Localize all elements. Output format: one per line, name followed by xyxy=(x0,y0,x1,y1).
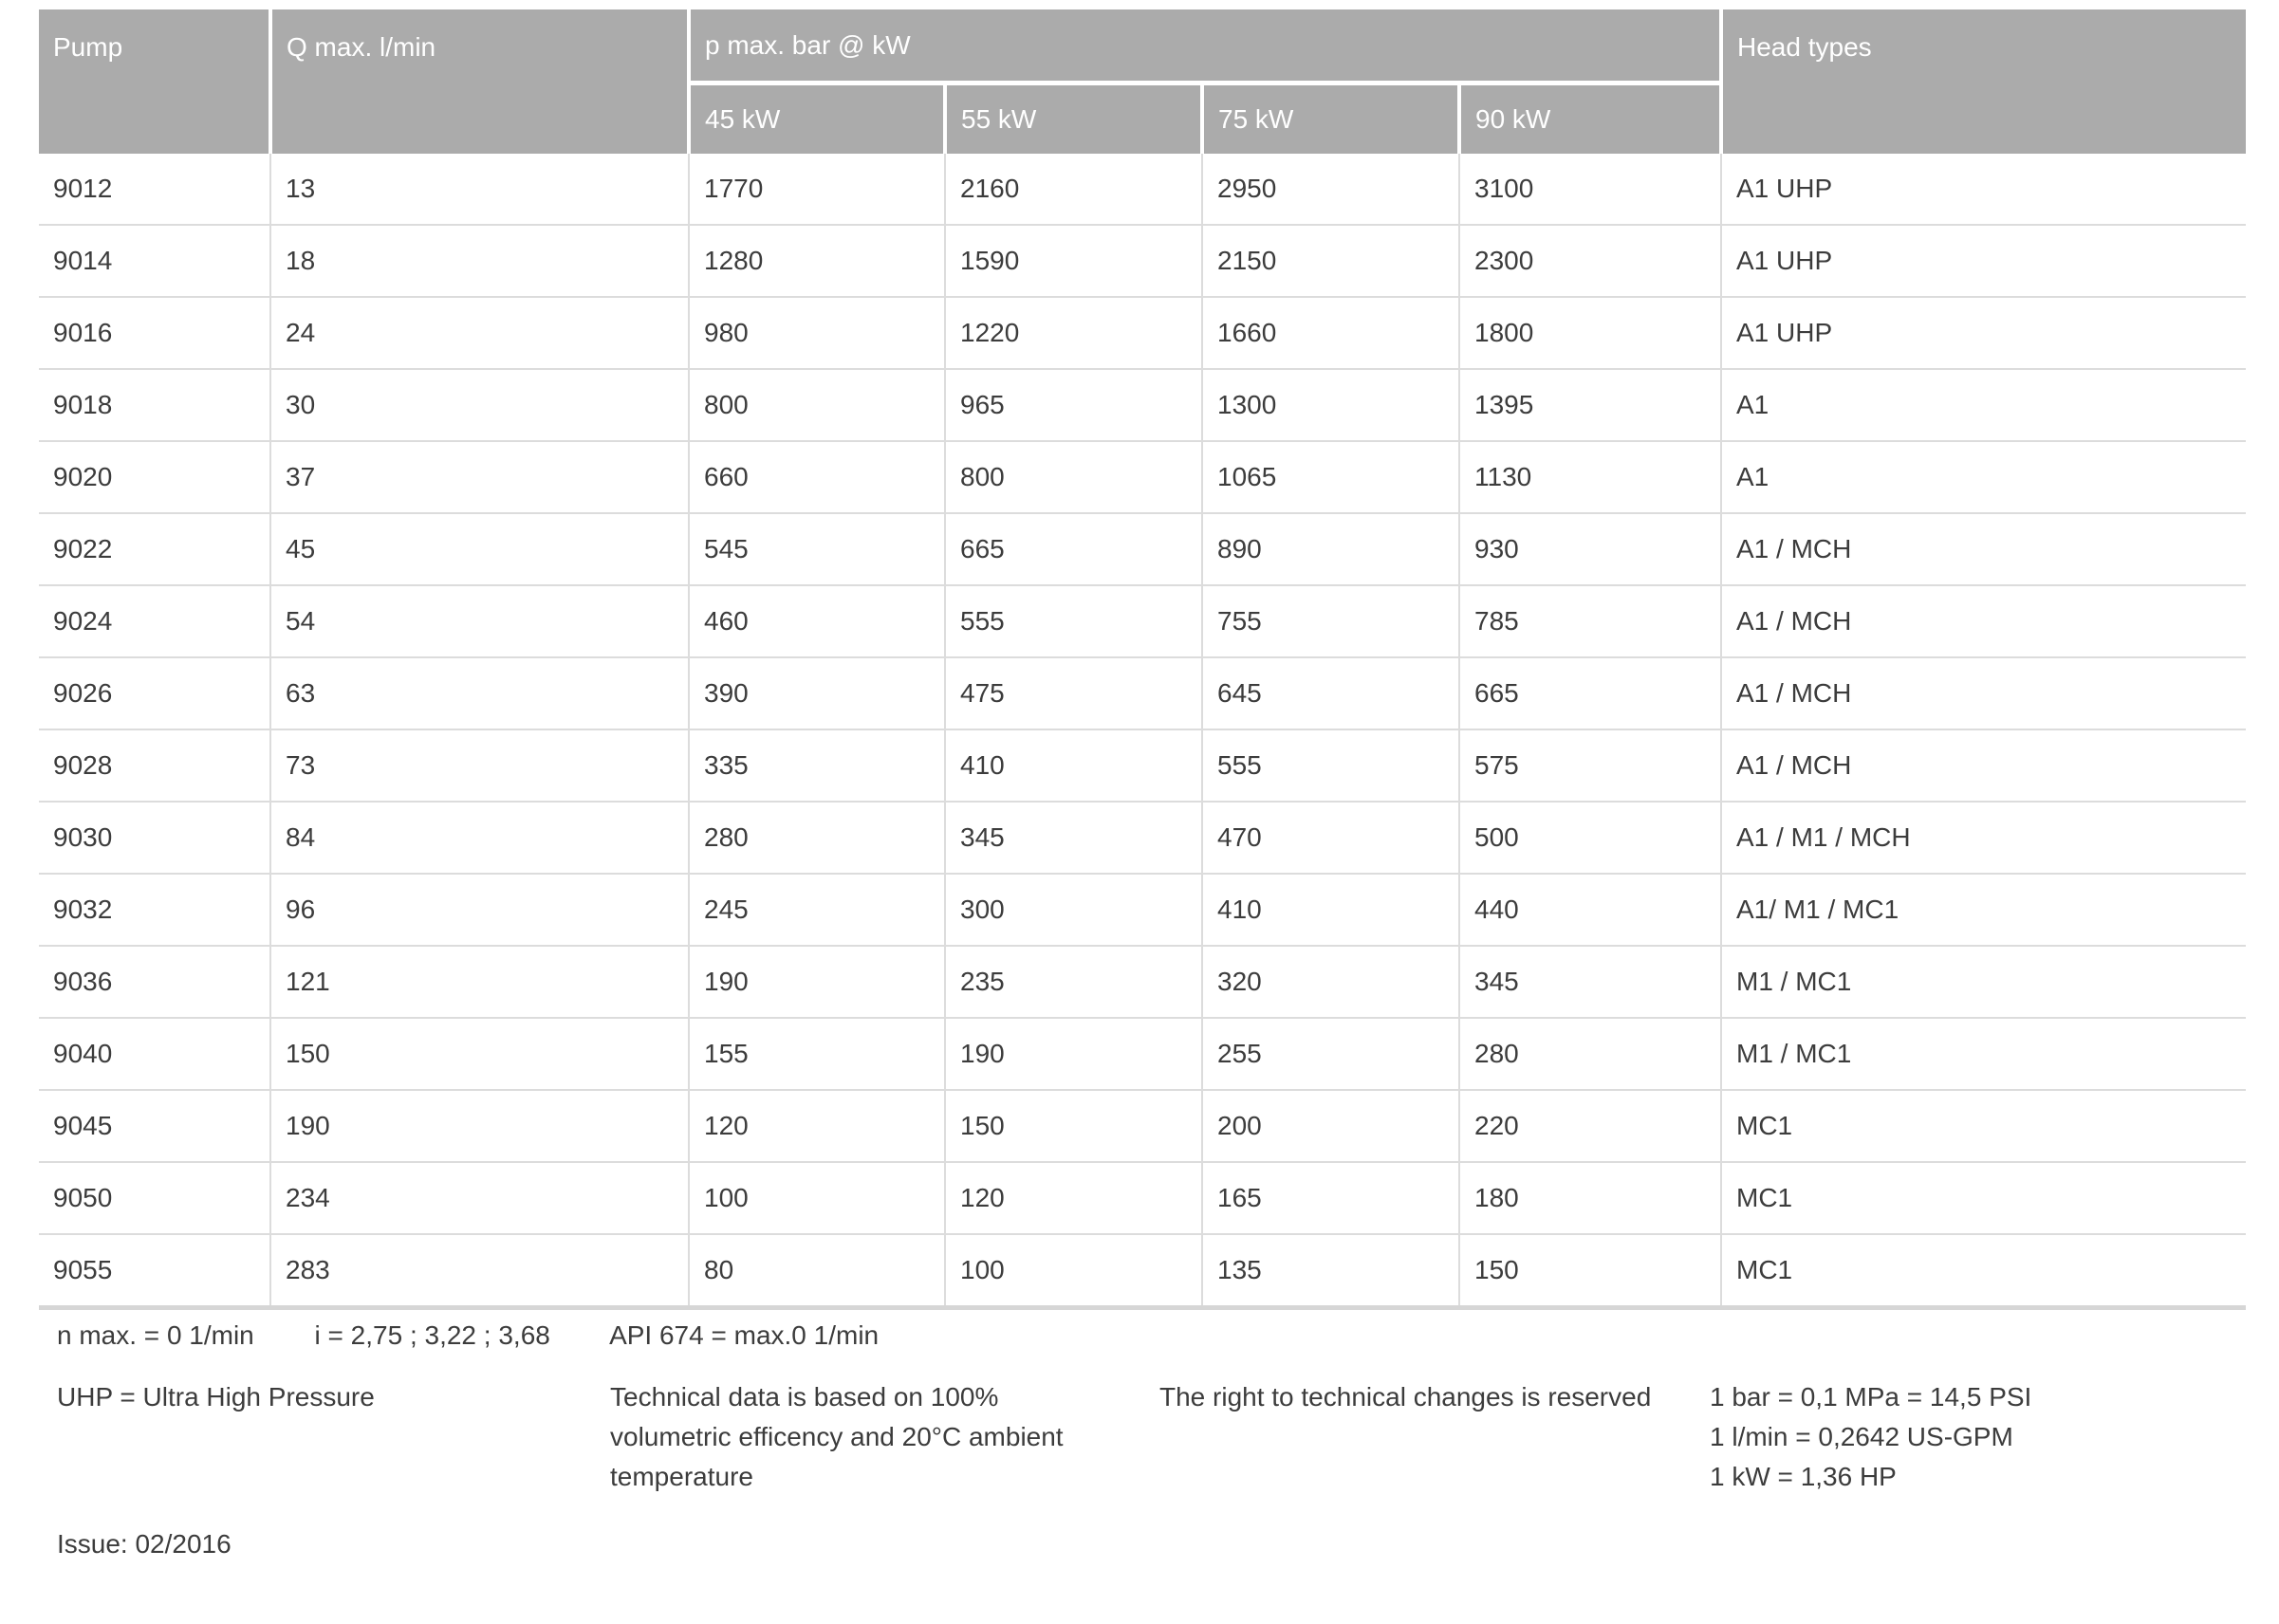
cell-head: A1 UHP xyxy=(1721,297,2246,369)
cell-q: 96 xyxy=(270,874,689,946)
cell-p90: 785 xyxy=(1459,585,1721,657)
technical-data-note-line: temperature xyxy=(610,1462,753,1491)
conversion-line-lmin: 1 l/min = 0,2642 US-GPM xyxy=(1710,1422,2013,1451)
cell-p45: 80 xyxy=(689,1234,945,1308)
table-row xyxy=(39,729,2246,802)
cell-q: 84 xyxy=(270,802,689,874)
rights-reserved-note: The right to technical changes is reserved xyxy=(1159,1382,1652,1412)
footnote-n-max: n max. = 0 1/min xyxy=(57,1320,254,1350)
cell-p55: 150 xyxy=(945,1090,1202,1162)
table-row xyxy=(39,585,2246,657)
cell-pump: 9030 xyxy=(39,802,270,874)
cell-p75: 2150 xyxy=(1202,225,1459,297)
cell-p45: 460 xyxy=(689,585,945,657)
cell-p75: 1065 xyxy=(1202,441,1459,513)
table-row xyxy=(39,874,2246,946)
cell-head: M1 / MC1 xyxy=(1721,1018,2246,1090)
cell-q: 63 xyxy=(270,657,689,729)
cell-p55: 300 xyxy=(945,874,1202,946)
cell-p90: 1395 xyxy=(1459,369,1721,441)
cell-p90: 440 xyxy=(1459,874,1721,946)
cell-p45: 980 xyxy=(689,297,945,369)
cell-p75: 470 xyxy=(1202,802,1459,874)
cell-p45: 245 xyxy=(689,874,945,946)
table-row xyxy=(39,297,2246,369)
cell-p90: 575 xyxy=(1459,729,1721,802)
cell-pump: 9014 xyxy=(39,225,270,297)
col-header-55kw: 55 kW xyxy=(945,83,1202,155)
cell-p55: 120 xyxy=(945,1162,1202,1234)
cell-pump: 9020 xyxy=(39,441,270,513)
cell-p90: 2300 xyxy=(1459,225,1721,297)
cell-head: A1 / M1 / MCH xyxy=(1721,802,2246,874)
cell-p90: 665 xyxy=(1459,657,1721,729)
cell-pump: 9055 xyxy=(39,1234,270,1308)
cell-p45: 660 xyxy=(689,441,945,513)
table-row xyxy=(39,513,2246,585)
cell-q: 150 xyxy=(270,1018,689,1090)
conversion-line-bar: 1 bar = 0,1 MPa = 14,5 PSI xyxy=(1710,1382,2032,1412)
technical-data-note xyxy=(610,1377,1064,1497)
cell-p55: 555 xyxy=(945,585,1202,657)
cell-p75: 2950 xyxy=(1202,154,1459,225)
cell-pump: 9050 xyxy=(39,1162,270,1234)
cell-p55: 345 xyxy=(945,802,1202,874)
table-row xyxy=(39,225,2246,297)
technical-data-note-line: volumetric efficency and 20°C ambient xyxy=(610,1422,1064,1451)
table-row xyxy=(39,1090,2246,1162)
cell-q: 73 xyxy=(270,729,689,802)
cell-q: 18 xyxy=(270,225,689,297)
cell-q: 24 xyxy=(270,297,689,369)
cell-p90: 1130 xyxy=(1459,441,1721,513)
table-row xyxy=(39,154,2246,225)
cell-q: 54 xyxy=(270,585,689,657)
cell-head: M1 / MC1 xyxy=(1721,946,2246,1018)
cell-q: 283 xyxy=(270,1234,689,1308)
cell-pump: 9040 xyxy=(39,1018,270,1090)
issue-date: Issue: 02/2016 xyxy=(57,1529,232,1559)
cell-p75: 135 xyxy=(1202,1234,1459,1308)
cell-p75: 255 xyxy=(1202,1018,1459,1090)
cell-head: MC1 xyxy=(1721,1234,2246,1308)
cell-p55: 1590 xyxy=(945,225,1202,297)
cell-p90: 930 xyxy=(1459,513,1721,585)
cell-p90: 3100 xyxy=(1459,154,1721,225)
cell-p55: 475 xyxy=(945,657,1202,729)
table-row xyxy=(39,1234,2246,1308)
cell-p55: 190 xyxy=(945,1018,1202,1090)
table-row xyxy=(39,802,2246,874)
cell-head: A1 / MCH xyxy=(1721,585,2246,657)
conversion-line-kw: 1 kW = 1,36 HP xyxy=(1710,1462,1897,1491)
cell-p45: 545 xyxy=(689,513,945,585)
table-row xyxy=(39,1018,2246,1090)
col-header-q-max: Q max. l/min xyxy=(270,9,689,154)
table-body xyxy=(39,154,2246,1308)
footnote-api-674: API 674 = max.0 1/min xyxy=(609,1320,880,1350)
cell-head: A1 / MCH xyxy=(1721,657,2246,729)
col-header-45kw: 45 kW xyxy=(689,83,945,155)
cell-p55: 665 xyxy=(945,513,1202,585)
table-header xyxy=(39,9,2246,154)
cell-p75: 755 xyxy=(1202,585,1459,657)
cell-head: A1/ M1 / MC1 xyxy=(1721,874,2246,946)
cell-p55: 2160 xyxy=(945,154,1202,225)
cell-pump: 9024 xyxy=(39,585,270,657)
cell-p55: 965 xyxy=(945,369,1202,441)
cell-pump: 9036 xyxy=(39,946,270,1018)
cell-head: A1 UHP xyxy=(1721,225,2246,297)
cell-p75: 410 xyxy=(1202,874,1459,946)
cell-q: 190 xyxy=(270,1090,689,1162)
cell-p75: 165 xyxy=(1202,1162,1459,1234)
cell-q: 37 xyxy=(270,441,689,513)
table-row xyxy=(39,657,2246,729)
cell-p45: 190 xyxy=(689,946,945,1018)
cell-head: A1 / MCH xyxy=(1721,729,2246,802)
cell-pump: 9045 xyxy=(39,1090,270,1162)
cell-p45: 155 xyxy=(689,1018,945,1090)
table-row xyxy=(39,1162,2246,1234)
cell-p45: 280 xyxy=(689,802,945,874)
cell-p45: 335 xyxy=(689,729,945,802)
cell-q: 45 xyxy=(270,513,689,585)
cell-q: 13 xyxy=(270,154,689,225)
cell-p90: 180 xyxy=(1459,1162,1721,1234)
pump-spec-table xyxy=(39,9,2246,1310)
cell-pump: 9012 xyxy=(39,154,270,225)
col-header-p-max-group: p max. bar @ kW xyxy=(689,9,1721,83)
cell-head: MC1 xyxy=(1721,1162,2246,1234)
cell-p55: 235 xyxy=(945,946,1202,1018)
cell-p45: 100 xyxy=(689,1162,945,1234)
cell-pump: 9016 xyxy=(39,297,270,369)
cell-p75: 200 xyxy=(1202,1090,1459,1162)
unit-conversions xyxy=(1710,1377,2031,1497)
table-row xyxy=(39,946,2246,1018)
cell-head: MC1 xyxy=(1721,1090,2246,1162)
cell-p75: 320 xyxy=(1202,946,1459,1018)
cell-pump: 9026 xyxy=(39,657,270,729)
cell-p90: 345 xyxy=(1459,946,1721,1018)
header-row-1 xyxy=(39,9,2246,83)
col-header-head-types: Head types xyxy=(1721,9,2246,154)
cell-q: 30 xyxy=(270,369,689,441)
footnote-gear-ratio: i = 2,75 ; 3,22 ; 3,68 xyxy=(314,1320,550,1350)
cell-p55: 100 xyxy=(945,1234,1202,1308)
cell-p90: 500 xyxy=(1459,802,1721,874)
cell-pump: 9032 xyxy=(39,874,270,946)
cell-head: A1 / MCH xyxy=(1721,513,2246,585)
cell-p55: 410 xyxy=(945,729,1202,802)
col-header-90kw: 90 kW xyxy=(1459,83,1721,155)
cell-p45: 800 xyxy=(689,369,945,441)
table-row xyxy=(39,369,2246,441)
cell-pump: 9022 xyxy=(39,513,270,585)
cell-q: 234 xyxy=(270,1162,689,1234)
cell-p90: 150 xyxy=(1459,1234,1721,1308)
cell-head: A1 xyxy=(1721,441,2246,513)
cell-pump: 9018 xyxy=(39,369,270,441)
cell-p75: 1660 xyxy=(1202,297,1459,369)
cell-p75: 1300 xyxy=(1202,369,1459,441)
table-row xyxy=(39,441,2246,513)
cell-p75: 555 xyxy=(1202,729,1459,802)
cell-p55: 800 xyxy=(945,441,1202,513)
cell-p45: 390 xyxy=(689,657,945,729)
col-header-pump: Pump xyxy=(39,9,270,154)
cell-p55: 1220 xyxy=(945,297,1202,369)
uhp-definition: UHP = Ultra High Pressure xyxy=(57,1382,375,1412)
cell-head: A1 UHP xyxy=(1721,154,2246,225)
cell-p45: 1280 xyxy=(689,225,945,297)
cell-p75: 890 xyxy=(1202,513,1459,585)
cell-p75: 645 xyxy=(1202,657,1459,729)
technical-data-note-line: Technical data is based on 100% xyxy=(610,1382,999,1412)
cell-q: 121 xyxy=(270,946,689,1018)
cell-p90: 1800 xyxy=(1459,297,1721,369)
col-header-75kw: 75 kW xyxy=(1202,83,1459,155)
cell-p45: 1770 xyxy=(689,154,945,225)
cell-p90: 220 xyxy=(1459,1090,1721,1162)
table-footnotes xyxy=(57,1320,932,1351)
cell-p90: 280 xyxy=(1459,1018,1721,1090)
cell-p45: 120 xyxy=(689,1090,945,1162)
cell-pump: 9028 xyxy=(39,729,270,802)
cell-head: A1 xyxy=(1721,369,2246,441)
